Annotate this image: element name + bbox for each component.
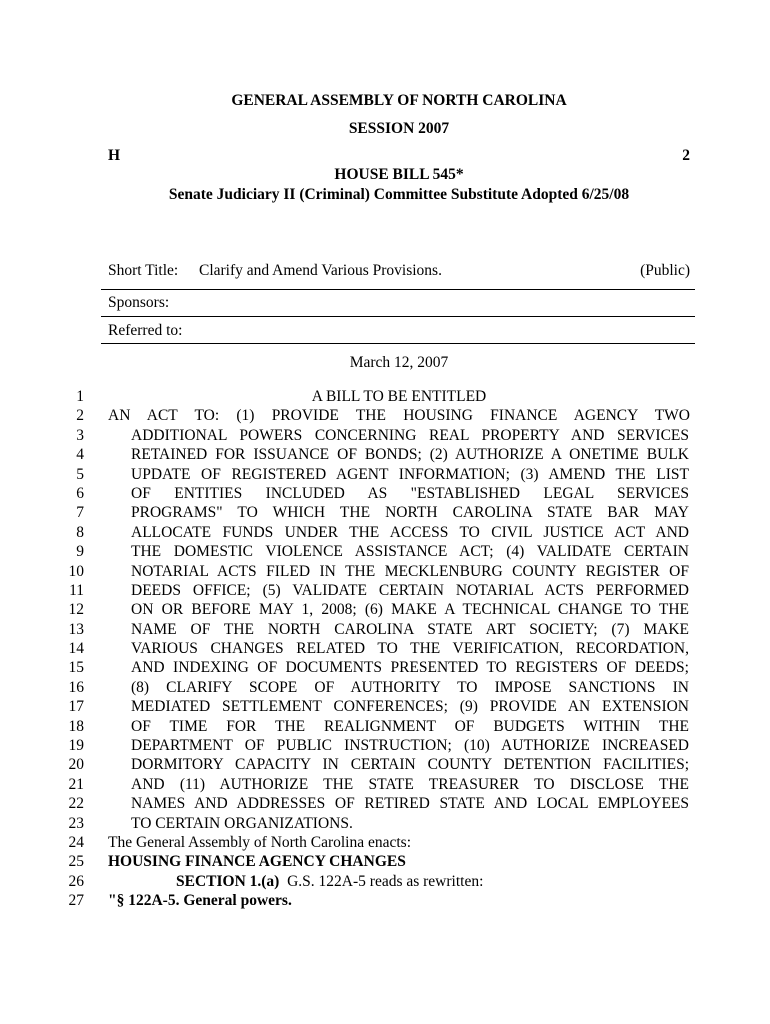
text-line: [0, 503, 770, 522]
line-text: NAMES AND ADDRESSES OF RETIRED STATE AND LOCAL EMPLOYEES: [131, 795, 689, 813]
line-text: A BILL TO BE ENTITLED: [311, 388, 487, 405]
line-number: 27: [68, 892, 84, 910]
line-text: NOTARIAL ACTS FILED IN THE MECKLENBURG COUNTY REGISTER OF: [131, 562, 689, 580]
text-line: [0, 717, 770, 736]
line-text: DEPARTMENT OF PUBLIC INSTRUCTION; (10) AUTHORIZE INCREASED: [131, 737, 689, 755]
line-text: RETAINED FOR ISSUANCE OF BONDS; (2) AUTHORIZE A ONETIME BULK: [131, 446, 689, 464]
session-heading: SESSION 2007: [348, 120, 450, 137]
statute-heading: "§ 122A-5. General powers.: [108, 892, 292, 910]
text-line: [0, 581, 770, 600]
text-line: [0, 387, 770, 406]
line-text: THE DOMESTIC VIOLENCE ASSISTANCE ACT; (4) VALIDATE CERTAIN: [131, 543, 689, 561]
text-line: [0, 891, 770, 910]
sponsors-label: Sponsors:: [108, 294, 170, 311]
line-number: 15: [68, 659, 84, 677]
line-text: The General Assembly of North Carolina enacts:: [108, 833, 412, 851]
line-text: NAME OF THE NORTH CAROLINA STATE ART SOCIETY; (7) MAKE: [131, 620, 689, 638]
text-line: [0, 658, 770, 677]
short-title-label: Short Title:: [108, 262, 179, 279]
section-label: SECTION 1.(a): [176, 872, 280, 890]
chamber-letter: H: [108, 147, 121, 164]
divider: [101, 343, 695, 344]
line-text: AN ACT TO: (1) PROVIDE THE HOUSING FINANCE AGENCY TWO: [108, 407, 690, 425]
line-number: 25: [68, 853, 84, 871]
line-number: 6: [76, 484, 84, 502]
line-text: (8) CLARIFY SCOPE OF AUTHORITY TO IMPOSE SANCTIONS IN: [131, 678, 689, 696]
line-text: PROGRAMS" TO WHICH THE NORTH CAROLINA STATE BAR MAY: [131, 504, 689, 522]
text-line: [0, 678, 770, 697]
line-number: 11: [69, 581, 84, 599]
text-line: [0, 465, 770, 484]
text-line: [0, 755, 770, 774]
text-line: [0, 620, 770, 639]
text-line: [0, 852, 770, 871]
line-text: TO CERTAIN ORGANIZATIONS.: [131, 814, 353, 832]
line-number: 19: [68, 737, 84, 755]
line-number: 10: [68, 562, 84, 580]
line-number: 18: [68, 717, 84, 735]
text-line: [0, 426, 770, 445]
divider: [101, 316, 695, 317]
text-line: [0, 542, 770, 561]
line-text: VARIOUS CHANGES RELATED TO THE VERIFICATION, RECORDATION,: [131, 640, 689, 658]
line-text: DEEDS OFFICE; (5) VALIDATE CERTAIN NOTARIAL ACTS PERFORMED: [131, 581, 689, 599]
text-line: [0, 833, 770, 852]
line-number: 17: [68, 698, 84, 716]
line-text: OF TIME FOR THE REALIGNMENT OF BUDGETS WITHIN THE: [131, 717, 689, 735]
text-line: [0, 600, 770, 619]
text-line: [0, 406, 770, 425]
public-label: (Public): [640, 262, 690, 279]
line-number: 4: [76, 446, 84, 464]
line-text: AND INDEXING OF DOCUMENTS PRESENTED TO REGISTERS OF DEEDS;: [131, 659, 689, 677]
line-text: ADDITIONAL POWERS CONCERNING REAL PROPERTY AND SERVICES: [131, 426, 689, 444]
line-number: 7: [76, 504, 84, 522]
text-line: [0, 814, 770, 833]
line-number: 5: [76, 465, 84, 483]
line-text: DORMITORY CAPACITY IN CERTAIN COUNTY DETENTION FACILITIES;: [131, 756, 689, 774]
line-number: 20: [68, 756, 84, 774]
text-line: [0, 523, 770, 542]
line-text: ALLOCATE FUNDS UNDER THE ACCESS TO CIVIL JUSTICE ACT AND: [131, 523, 689, 541]
text-line: [0, 445, 770, 464]
bill-date: March 12, 2007: [349, 354, 449, 371]
line-number: 12: [68, 601, 84, 619]
line-number: 26: [68, 872, 84, 890]
committee-substitute: Senate Judiciary II (Criminal) Committee Substitute Adopted 6/25/08: [168, 186, 630, 203]
line-text: MEDIATED SETTLEMENT CONFERENCES; (9) PROVIDE AN EXTENSION: [131, 698, 689, 716]
line-number: 16: [68, 678, 84, 696]
line-number: 22: [68, 795, 84, 813]
line-number: 21: [68, 775, 84, 793]
line-text: UPDATE OF REGISTERED AGENT INFORMATION; (3) AMEND THE LIST: [131, 465, 689, 483]
text-line: [0, 484, 770, 503]
line-text: ON OR BEFORE MAY 1, 2008; (6) MAKE A TECHNICAL CHANGE TO THE: [131, 601, 689, 619]
text-line: [0, 794, 770, 813]
line-number: 8: [76, 523, 84, 541]
text-line: [0, 562, 770, 581]
text-line: [0, 639, 770, 658]
text-line: [0, 736, 770, 755]
section-heading: HOUSING FINANCE AGENCY CHANGES: [108, 853, 406, 871]
bill-number: HOUSE BILL 545*: [334, 166, 464, 183]
line-number: 14: [68, 640, 84, 658]
referred-label: Referred to:: [108, 322, 183, 339]
edition-number: 2: [682, 147, 690, 164]
line-number: 24: [68, 833, 84, 851]
line-number: 2: [76, 407, 84, 425]
line-number: 13: [68, 620, 84, 638]
line-text: OF ENTITIES INCLUDED AS "ESTABLISHED LEGAL SERVICES: [131, 484, 689, 502]
text-line: [0, 872, 770, 891]
line-text: G.S. 122A-5 reads as rewritten:: [287, 872, 484, 890]
line-number: 9: [76, 543, 84, 561]
section-line: [176, 872, 690, 891]
assembly-heading: GENERAL ASSEMBLY OF NORTH CAROLINA: [231, 92, 567, 109]
line-number: 23: [68, 814, 84, 832]
divider: [101, 289, 695, 290]
text-line: [0, 697, 770, 716]
text-line: [0, 775, 770, 794]
bill-text: [0, 387, 770, 911]
short-title-value: Clarify and Amend Various Provisions.: [199, 262, 442, 279]
line-text: AND (11) AUTHORIZE THE STATE TREASURER TO DISCLOSE THE: [131, 775, 689, 793]
line-number: 3: [76, 426, 84, 444]
line-number: 1: [76, 388, 84, 405]
